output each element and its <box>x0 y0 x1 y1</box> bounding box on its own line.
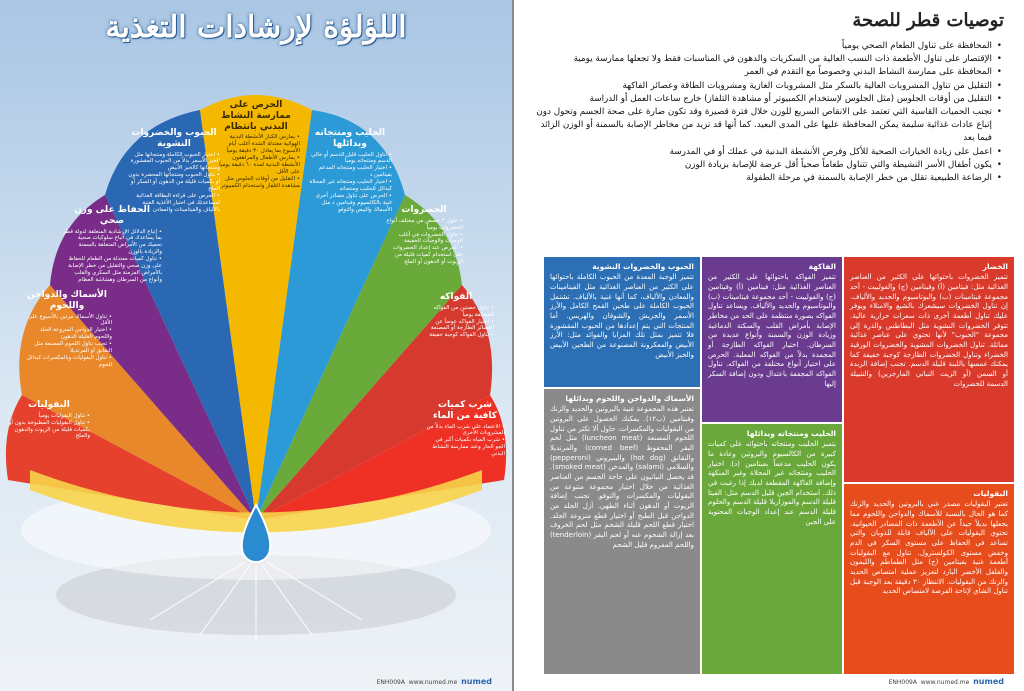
petal-title: الحليب ومنتجاته وبدائلها <box>314 128 386 149</box>
petal-title: الحفاظ على وزن صحي <box>74 205 150 226</box>
petal-title: الحبوب والخضروات النشوية <box>131 128 217 149</box>
list-item: • تجنب الحميات القاسية التي تعتمد على الانقاص السريع للوزن خلال فترة قصيرة وقد تكون ضارة على صحة الجسم وتحول دون إتباع عادات غذائية سليمة يمكن المحافظة عليها على المدى البعيد. كما أنها قد تزيد من مخاطر الإصابة بالسمنة أو الوزن الزائد فيما بعد <box>532 106 1002 146</box>
poster-title: اللؤلؤة لإرشادات التغذية <box>105 10 407 45</box>
box-title: الأسماك والدواجن واللحوم وبدائلها <box>565 394 694 403</box>
numed-logo: numed <box>461 677 492 686</box>
petal-title: الحرص على ممارسة النشاط البدني بانتظام <box>221 100 291 132</box>
petal-text-legumes: البقوليات • تناول البقوليات يومياً • تناول البقوليات المطبوخة بدون أو بكميات قليلة من الزيوت والدهون والملح <box>8 400 90 440</box>
list-item: • اعمل على زيادة الخيارات الصحية للأكل وفرص الأنشطة البدنية في عملك أو في المدرسة <box>532 146 1002 159</box>
list-item: • الرضاعة الطبيعية تقلل من خطر الإصابة بالسمنة في مرحلة الطفولة <box>532 172 1002 185</box>
left-footer <box>377 677 492 686</box>
footer-code: ENH009A <box>888 679 917 686</box>
petal-title: البقوليات <box>28 400 70 410</box>
box-dairy <box>702 424 842 674</box>
petal-title: الفواكه <box>439 292 473 302</box>
box-title: الفاكهة <box>808 262 836 271</box>
list-item: • التقليل من أوقات الجلوس (مثل الجلوس لإستخدام الكمبيوتر أو مشاهدة التلفاز) خارج ساعات العمل أو الدراسة <box>532 93 1002 106</box>
petal-text-dairy: الحليب ومنتجاته وبدائلها • تناول الحليب قليل الدسم أو خالي الدسم ومنتجاته يومياً • اختيار الحليب ومنتجاته المدعم بفيتامين د • اختيار الحليب ومنتجاته غير المحلاة كبدائل للحليب ومنتجاته • الحرص على تناول مصادر أخرى غنية بالكالسيوم وفيتامين د مثل الأسماك والبيض والتوفو <box>308 128 392 213</box>
petal-text-healthy-weight: الحفاظ على وزن صحي • إتباع الدلائل الإرشادية المتعلقة لدولة قطر بما يساعدك في اتباع سلوكيات صحية تحميك من الأمراض المتعلقة بالسمنة والزيادة بالوزن • تناول كميات معتدلة من الطعام للحفاظ على وزن صحي والتقليل من خطر الإصابة بالأمراض المزمنة مثل السكري والقلب وأنواع من السرطان وهشاشة العظام <box>62 205 162 284</box>
petal-text-protein: الأسماك والدواجن واللحوم • تناول الأسماك مرتين بالأسبوع على الأقل • اختيار الدواجن المنزوعة الجلد واللحوم القليلة الدهون • تجنب تناول اللحوم المصنعة مثل النقانق أو المرتديلا • تناول البقوليات وبالمكسرات كبدائل للحوم <box>22 290 112 369</box>
box-text: تتميز الوجبة المعدة من الحبوب الكاملة باحتوائها على الكثير من العناصر الغذائية مثل الفيتامينات والمعادن والألياف، كما أنها غنية بالألياف. تشتمل الحبوب الكاملة على طحين القمح الكامل والأرز الأسمر والجريش والشوفان والهريس. أما المنتجات التي يتم إعدادها من الحبوب المقشورة فلا تتميز بمثل تلك المزايا والفوائد مثل: الأرز الأبيض والمعكرونة المصنوعة من الطحين الأبيض والخبز الأبيض <box>550 273 694 359</box>
right-page <box>514 0 1024 691</box>
footer-url: www.numed.me <box>920 679 970 686</box>
numed-logo: numed <box>973 677 1004 686</box>
petal-text-fruits: الفواكه • تناول حصتين من الفواكه المختلفة يومياً • اختيار الفواكه عوضاً عن العصائر الطازجة أو المصنعة • تناول الفواكه كوجبة خفيفة <box>418 292 494 339</box>
box-fruits <box>702 257 842 422</box>
petal-text-activity: الحرص على ممارسة النشاط البدني بانتظام • يمارس الكبار الأنشطة البدنية الهوائية معتدلة الشدة أغلب أيام الأسبوع بما يعادل ٣٠ دقيقة يومياً • يمارس الأطفال والمراهقون الأنشطة البدنية لمدة ٦٠ دقيقة يومياً على الأقل • التقليل من أوقات الجلوس مثل مشاهدة التلفاز واستخدام الكمبيوتر <box>212 100 300 189</box>
box-text: تعتبر هذه المجموعة غنية بالبروتين والحديد والزنك وفيتامين (ب١٢). يمكنك الحصول على البروتين من البقوليات والمكسرات. حاول ألا تكثر من تناول اللحوم المصنعة (luncheon meat) مثل لحم البقر المحفوظ (corned beef) والمرتديلا والنقانق (hot dog) والببيروني (pepperoni) والسلامي (salami) والمدخن (smoked meat). قد يحصل النباتيون على حاجة الجسم من العناصر الغذائية من خلال اختيار مجموعة متنوعة من البقوليات والمكسرات والتوفو. تجنب إضافة الزيوت أو الدهون أثناء الطهي. أزل الجلد من الدواجن قبل الطبخ أو اختيار قطع منزوعة الجلد. اختيار قطع اللحم قليلة الشحم مثل لحم الخروف بعد إزالة الشحوم عنه أو لحم البقر (tenderloin) واللحم المفروم قليل الشحم <box>550 405 695 549</box>
petal-text-water: شرب كميات كافية من الماء • الاعتماد على شرب الماء بدلاً من المشروبات الأخرى • شرب المياه بكميات أكبر في الجو الحار وعند ممارسة النشاط البدني <box>425 400 505 458</box>
box-protein <box>544 389 700 674</box>
list-item: • التقليل من تناول المشروبات العالية بالسكر مثل المشروبات الغازية ومشروبات الطاقة وعصائر الفاكهة <box>532 80 1002 93</box>
box-title: الخضار <box>982 262 1008 271</box>
list-item: • المحافظة على ممارسة النشاط البدني وخصوصاً مع التقدم في العمر <box>532 66 1002 79</box>
box-title: الحبوب والخضروات النشوية <box>592 262 694 271</box>
petal-title: الخضروات <box>401 205 447 215</box>
box-text: تتميز الفواكه باحتوائها على الكثير من العناصر الغذائية مثل: فيتامين (أ) وفيتامين (ج) والفولييت - أحد مجموعة فيتامينات (ب) والبوتاسيوم والحديد والألياف. ويساعد تناول الفواكه بصورة منتظمة على الحد من مخاطر الإصابة بأمراض القلب والسكتة الدماغية وزيادة الوزن والسمنة وأنواع عديدة من السرطان. اختيار الفواكه الطازجة أو المجمدة بدلاً من الفواكه المعلبة. الحرص على اختيار أنواع مختلفة من الفواكه. تناول الفواكه المجففة باعتدال ودون إضافة السكر إليها <box>708 273 836 388</box>
footer-code: ENH009A <box>376 679 405 686</box>
footer-url: www.numed.me <box>408 679 458 686</box>
recommendations-list <box>532 40 1002 185</box>
box-title: الحليب ومنتجاته وبدائلها <box>746 429 836 438</box>
petal-text-grains: الحبوب والخضروات النشوية • اختيار الحبوب الكاملة ومنتجاتها مثل الخبز الأسمر بدلاً من الحبوب المقشورة ومنتجاتها كالخبز الأبيض • تناول الحبوب ومنتجاتها المحضرة بدون أو بكميات قليلة من الدهون أو السكر أو الملح • الحرص على قراءة البطاقة الغذائية لمساعدتك في اختيار الأغذية الغنية بالألياف والفيتامينات والمعادن <box>128 128 220 213</box>
box-title: البقوليات <box>973 489 1008 498</box>
box-text: يتميز الحليب ومنتجاته باحتوائه على كميات كبيرة من الكالسيوم والبروتين وعادة ما يكون الحليب مدعماً بفيتامين (د). اختيار الحليب ومنتجاته غير المحلاة وغير المنكهة وإضافة الفاكهة المقطعة لديك إذا رغبت في ذلك. استخدام الجبن قليل الدسم مثل: الفيتا قليلة الدسم والموزاريلا قليلة الدسم والحلوم قليلة الدسم عند إعداد الوجبات المحتوية على الجبن <box>708 440 836 526</box>
box-text: تتميز الخضروات باحتوائها على الكثير من العناصر الغذائية مثل: فيتامين (أ) وفيتامين (ج) والفولييت - أحد مجموعة فيتامينات (ب) والبوتاسيوم والحديد والألياف. إن تناول الخضروات سيشعرك بالشبع والامتلاء ويوفر عليك تناول أطعمة أخرى ذات سعرات حرارية عالية. تتوفر الخضروات النشوية مثل البطاطس والذرة إلى مجموعة "الحبوب" لأنها تحتوي على عناصر غذائية مماثلة. تناول الخضروات المشوية والخضروات الورقية الخضراء وتناول الخضروات الطازجة كوجبة خفيفة كما يمكنك غمسها باللبنة قليلة الدسم. تجنب إضافة الزبدة أو السمن (أو الزيت النباتي المارجرين) والتتبيلة الدسمة للخضروات <box>850 273 1008 388</box>
right-footer <box>889 677 1004 686</box>
list-item: • الإقتصار على تناول الأطعمة ذات النسب العالية من السكريات والدهون في المناسبات فقط ولا تجعلها ممارسة يومية <box>532 53 1002 66</box>
recommendations-title: توصيات قطر للصحة <box>852 10 1004 31</box>
box-vegetables <box>844 257 1014 482</box>
box-grains <box>544 257 700 387</box>
list-item: • يكون أطفال الأسر النشيطة والتي تتناول طعاماً صحياً أقل عرضة للإصابة بزيادة الوزن <box>532 159 1002 172</box>
list-item: • المحافظة على تناول الطعام الصحي يومياً <box>532 40 1002 53</box>
petal-title: الأسماك والدواجن واللحوم <box>27 290 107 311</box>
box-text: تعتبر البقوليات مصدر غني بالبروتين والحديد والزنك كما هو الحال بالنسبة للأسماك والدواجن واللحوم مما يجعلها بديلاً جيداً عن الأطعمة ذات المصادر الحيوانية. تحتوي البقوليات على الألياف قابلة للذوبان والتي تساعد في الحفاظ على مستوى السكر في الدم وخفض مستوى الكولسترول. تناول مع البقوليات أطعمة غنية بفيتامين (ج) مثل الطماطم والليمون والفلفل الأخضر البارد لتعزيز عملية امتصاص الحديد والزنك من البقوليات. الانتظار ٣٠ دقيقة بعد الوجبة قبل تناول الشاي لإتاحة الفرصة لامتصاص الحديد <box>850 500 1008 596</box>
box-legumes <box>844 484 1014 674</box>
petal-title: شرب كميات كافية من الماء <box>432 400 498 421</box>
petal-text-vegetables: الخضروات • تناول ٣ حصص من مختلف أنواع الخضروات يومياً • تناول الخضروات في أغلب الوجبات والوجبات الخفيفة • الحرص عند إعداد الخضروات على استخدام كميات قليلة من الزيوت أو الدهون أو الملح <box>385 205 463 266</box>
